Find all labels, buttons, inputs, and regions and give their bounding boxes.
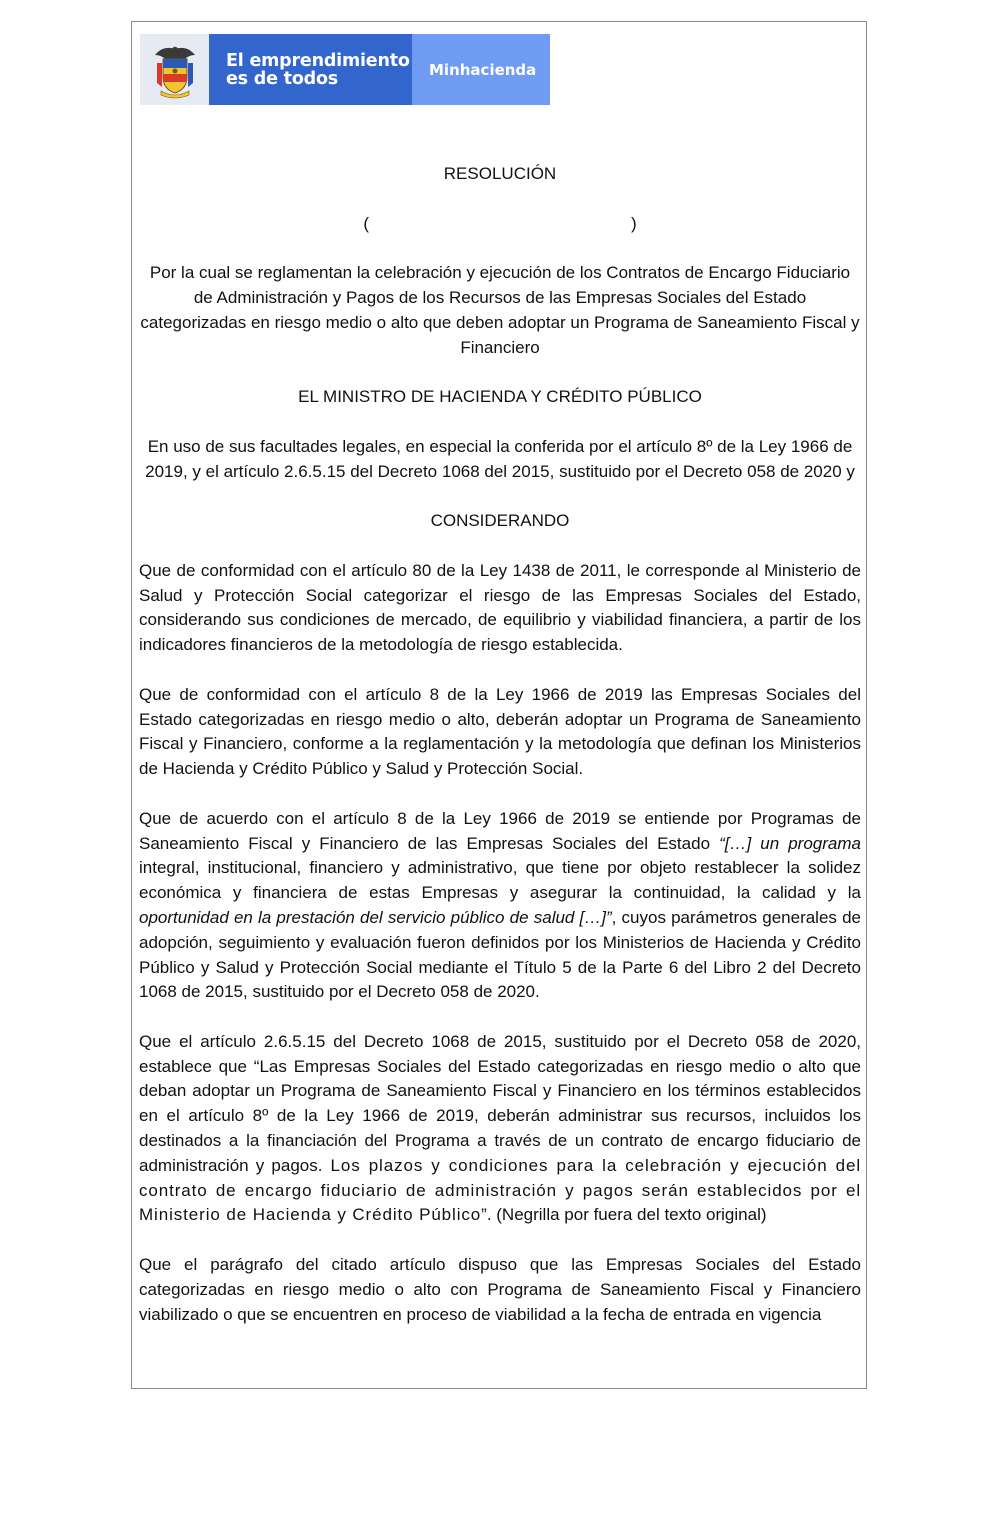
p3-text-c: integral, institucional, financiero y administrativo, que tiene por objeto restablecer la solidez económica y financiera de estas Empresas y asegurar la continuidad, la calidad y la [139,858,861,903]
p4-text-a: Que el artículo 2.6.5.15 del Decreto 1068 de 2015, sustituido por el Decreto 058 de 2020, establece que “Las Empresas Sociales del Estado categorizadas en riesgo medio o alto que deban adoptar un Programa de Saneamiento Fiscal y Financiero en los términos establecidos en el artículo 8º de la Ley 1966 de 2019, deberán administrar sus recursos, incluidos los destinados a la financiación del Programa a través de un contrato de encargo fiduciario de administración y pagos. [139,1031,861,1175]
document-body [139,162,861,1327]
p3-quote-a: “[…] un programa [719,833,861,853]
colombia-coat-of-arms-icon [151,41,199,99]
tagline-line-1: El emprendimiento [226,50,410,71]
number-close-paren: ) [631,213,637,233]
government-banner [140,34,550,105]
considering-heading: CONSIDERANDO [430,511,570,531]
considering-paragraph-4 [139,1030,861,1228]
issuing-authority: EL MINISTRO DE HACIENDA Y CRÉDITO PÚBLICO [298,387,702,407]
p3-text-e: , cuyos parámetros generales de adopción, seguimiento y evaluación fueron definidos por los Ministerios de Hacienda y Crédito Público y Salud y Protección Social mediante el Título 5 de la Parte 6 del Libro 2 del Decreto 1068 de 2015, sustituido por el Decreto 058 de 2020. [139,907,861,1002]
resolution-number-line [139,212,861,237]
seal-container [140,34,209,105]
p3-text-a: Que de acuerdo con el artículo 8 de la Ley 1966 de 2019 se entiende por Programas de Saneamiento Fiscal y Financiero de las Empresas Sociales del Estado [139,808,861,853]
p4-text-c: ”. (Negrilla por fuera del texto original) [481,1205,767,1225]
tagline-block [209,34,412,105]
resolution-subject: Por la cual se reglamentan la celebración y ejecución de los Contratos de Encargo Fiduciario de Administración y Pagos de los Recursos de las Empresas Sociales del Estado categorizadas en riesgo medio o alto que deben adoptar un Programa de Saneamiento Fiscal y Financiero [140,263,860,357]
ministry-logo [412,34,550,105]
ministry-name: Minhacienda [429,60,537,79]
number-open-paren: ( [363,213,369,233]
considering-paragraph-1: Que de conformidad con el artículo 80 de la Ley 1438 de 2011, le corresponde al Ministerio de Salud y Protección Social categorizar el riesgo de las Empresas Sociales del Estado, considerando sus condiciones de mercado, de equilibrio y viabilidad financiera, a partir de los indicadores financieros de la metodología de riesgo establecida. [139,560,861,655]
document-title: RESOLUCIÓN [443,164,557,183]
document-page [131,21,867,1389]
considering-paragraph-5: Que el parágrafo del citado artículo dispuso que las Empresas Sociales del Estado categorizadas en riesgo medio o alto con Programa de Saneamiento Fiscal y Financiero viabilizado o que se encuentren en proceso de viabilidad a la fecha de entrada en vigencia [139,1255,861,1324]
tagline-line-2: es de todos [226,68,339,89]
p4-emphasis: Los plazos y condiciones para la celebración y ejecución del contrato de encargo fiduciario de administración y pagos serán establecidos por el Ministerio de Hacienda y Crédito Público [139,1155,861,1225]
considering-paragraph-3 [139,807,861,1005]
considering-paragraph-2: Que de conformidad con el artículo 8 de la Ley 1966 de 2019 las Empresas Sociales del Estado categorizadas en riesgo medio o alto, deberán adoptar un Programa de Saneamiento Fiscal y Financiero, conforme a la reglamentación y la metodología que definan los Ministerios de Hacienda y Crédito Público y Salud y Protección Social. [139,684,861,779]
legal-powers: En uso de sus facultades legales, en especial la conferida por el artículo 8º de la Ley 1966 de 2019, y el artículo 2.6.5.15 del Decreto 1068 del 2015, sustituido por el Decreto 058 de 2020 y [145,436,855,481]
p3-quote-b: oportunidad en la prestación del servicio público de salud […]” [139,907,612,927]
